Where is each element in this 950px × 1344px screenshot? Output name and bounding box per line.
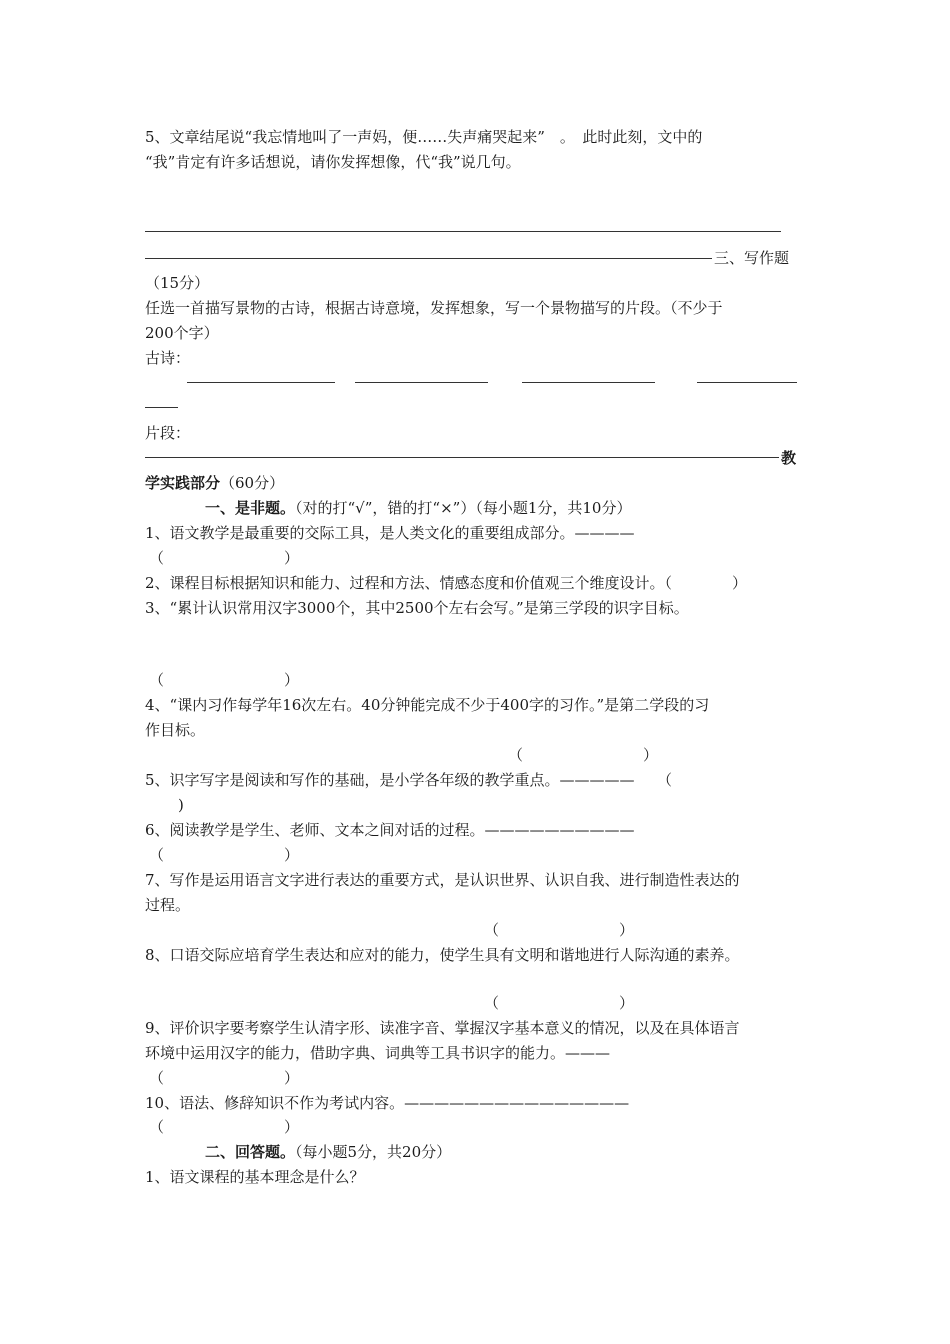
answer-questions-heading <box>205 1142 451 1162</box>
answer-bracket[interactable]: （ ） <box>149 1118 300 1136</box>
tf-question-5: 5、识字写字是阅读和写作的基础，是小学各年级的教学重点。————— （ <box>145 771 673 789</box>
answer-bracket[interactable]: （ ） <box>149 1069 300 1087</box>
tf-question-10: 10、语法、修辞知识不作为考试内容。——————————————— <box>145 1094 630 1112</box>
poem-blank <box>697 382 797 383</box>
poem-blank <box>355 382 488 383</box>
answer-questions-instruction: （每小题5分，共20分） <box>295 1143 452 1161</box>
answer-bracket[interactable]: （ ） <box>508 746 659 764</box>
question-5-line-2: “我”肯定有许多话想说，请你发挥想像，代“我”说几句。 <box>145 153 521 171</box>
practice-heading-part-2: 学实践部分 <box>145 474 221 492</box>
true-false-title: 一、是非题。 <box>205 499 296 517</box>
tf-question-7-line-1: 7、写作是运用语言文字进行表达的重要方式，是认识世界、认识自我、进行制造性表达的 <box>145 871 740 889</box>
tf-question-3: 3、“累计认识常用汉字3000个，其中2500个左右会写。”是第三学段的识字目标。 <box>145 599 689 617</box>
answer-bracket[interactable]: （ ） <box>149 671 300 689</box>
poem-blank <box>522 382 655 383</box>
answer-bracket[interactable]: （ ） <box>149 846 300 864</box>
tf-question-4-line-1: 4、“课内习作每学年16次左右。40分钟能完成不少于400字的习作。”是第二学段的习 <box>145 696 710 714</box>
answer-bracket[interactable]: （ ） <box>484 994 635 1012</box>
qa-question-1: 1、语文课程的基本理念是什么？ <box>145 1168 365 1186</box>
practice-points: （60分） <box>220 474 285 492</box>
tf-question-9-line-2: 环境中运用汉字的能力，借助字典、词典等工具书识字的能力。——— <box>145 1044 611 1062</box>
true-false-instruction: （对的打“√”，错的打“×”）（每小题1分，共10分） <box>295 499 632 517</box>
tf-question-2: 2、课程目标根据知识和能力、过程和方法、情感态度和价值观三个维度设计。（ ） <box>145 574 748 592</box>
answer-bracket-close: ) <box>178 796 184 814</box>
practice-heading <box>145 473 284 493</box>
answer-bracket[interactable]: （ ） <box>484 921 635 939</box>
true-false-heading <box>205 498 631 518</box>
writing-task-line-2: 200个字） <box>145 324 219 342</box>
answer-bracket[interactable]: （ ） <box>149 549 300 567</box>
tf-question-9-line-1: 9、评价识字要考察学生认清字形、读准字音、掌握汉字基本意义的情况，以及在具体语言 <box>145 1019 740 1037</box>
fragment-line <box>145 457 779 458</box>
poem-label: 古诗： <box>145 349 191 367</box>
poem-blank <box>187 382 335 383</box>
tf-question-1: 1、语文教学是最重要的交际工具，是人类文化的重要组成部分。———— <box>145 524 635 542</box>
answer-line <box>145 231 781 232</box>
answer-questions-title: 二、回答题。 <box>205 1143 296 1161</box>
tf-question-7-line-2: 过程。 <box>145 896 191 914</box>
tf-question-8: 8、口语交际应培育学生表达和应对的能力，使学生具有文明和谐地进行人际沟通的素养。 <box>145 946 740 964</box>
tf-question-4-line-2: 作目标。 <box>145 721 206 739</box>
answer-line <box>145 258 712 259</box>
writing-section-points: （15分） <box>145 274 210 292</box>
writing-task-line-1: 任选一首描写景物的古诗，根据古诗意境，发挥想象，写一个景物描写的片段。（不少于 <box>145 299 723 317</box>
practice-heading-part-1: 教 <box>781 449 797 467</box>
tf-question-6: 6、阅读教学是学生、老师、文本之间对话的过程。—————————— <box>145 821 635 839</box>
question-5-line-1: 5、文章结尾说“我忘情地叫了一声妈，便……失声痛哭起来” 。 此时此刻，文中的 <box>145 128 703 146</box>
fragment-label: 片段： <box>145 424 191 442</box>
writing-section-heading: 三、写作题 <box>714 249 790 267</box>
poem-blank <box>145 407 178 408</box>
